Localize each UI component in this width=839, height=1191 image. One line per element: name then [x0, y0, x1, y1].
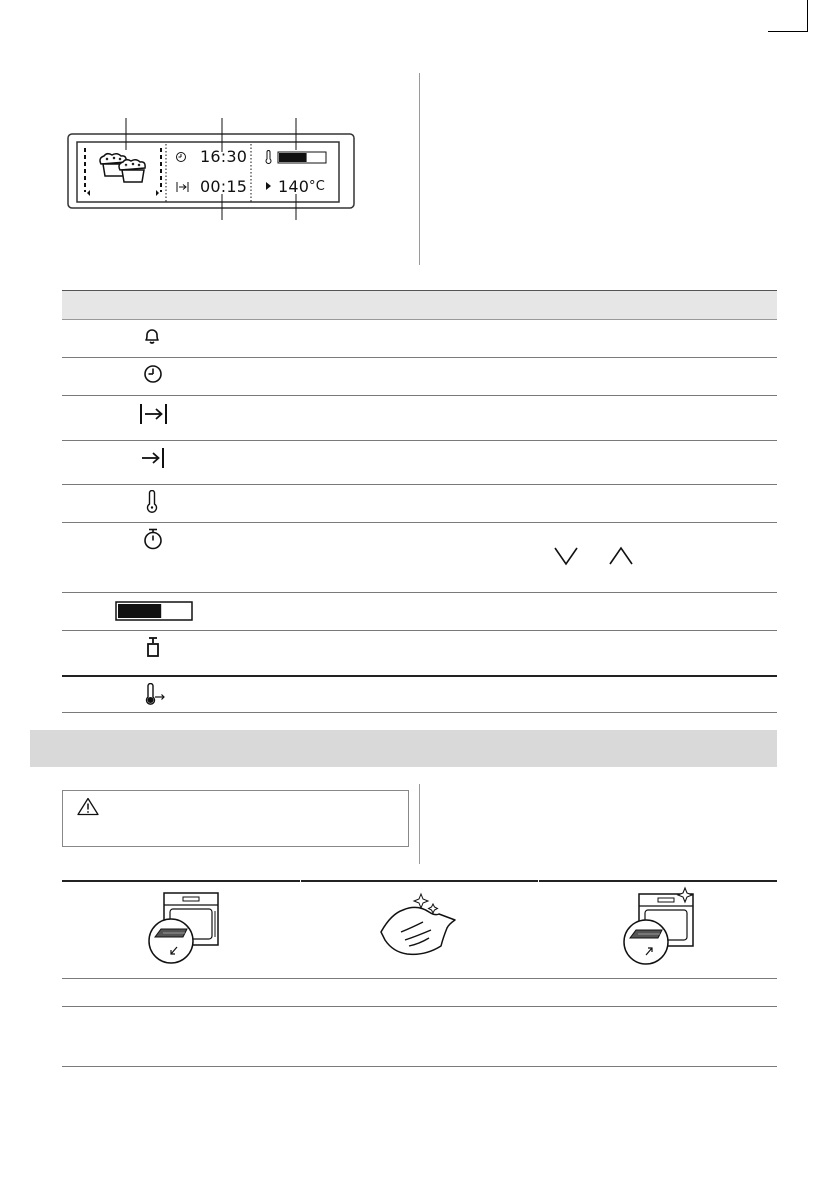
display-duration-time: 00:15 [200, 177, 248, 196]
cleaning-table-row-rule [62, 1006, 777, 1007]
display-temperature-unit: °C [309, 179, 325, 194]
cleaning-table-top-rule [62, 880, 777, 882]
residual-heat-icon [143, 683, 167, 707]
cleaning-col-divider [538, 880, 539, 882]
warning-triangle-icon [77, 797, 99, 816]
display-clock-time: 16:30 [200, 147, 248, 166]
table-bottom-rule [62, 712, 777, 713]
crop-mark-horizontal [768, 31, 808, 32]
table-row-divider [62, 630, 777, 631]
table-row-divider [62, 440, 777, 441]
heat-up-bar-icon [115, 601, 193, 621]
chevron-down-icon [553, 546, 579, 566]
stopwatch-icon [143, 528, 163, 550]
table-header [62, 290, 777, 320]
cleaning-col-divider [300, 880, 301, 882]
cleaning-table-bottom-rule [62, 1066, 777, 1067]
column-divider [419, 73, 420, 265]
oven-display-diagram [60, 110, 360, 220]
crop-mark-vertical [807, 0, 808, 31]
clock-icon [143, 364, 163, 384]
table-row-divider [62, 395, 777, 396]
thermometer-icon [145, 490, 159, 514]
door-lock-icon [146, 636, 160, 658]
cleaning-table-row-rule [62, 978, 777, 979]
insert-tray-icon [618, 886, 700, 968]
warning-box [62, 790, 409, 847]
section-heading-band [30, 730, 777, 767]
column-divider [419, 784, 420, 864]
table-row-divider [62, 675, 777, 677]
bell-icon [143, 326, 161, 346]
table-row-divider [62, 484, 777, 485]
wipe-cloth-icon [379, 888, 461, 962]
table-row-divider [62, 522, 777, 523]
duration-icon [139, 403, 169, 425]
display-temperature: 140 [278, 177, 310, 196]
chevron-up-icon [608, 546, 634, 566]
table-row-divider [62, 357, 777, 358]
remove-tray-icon [143, 891, 221, 967]
end-icon [141, 447, 167, 469]
table-row-divider [62, 592, 777, 593]
